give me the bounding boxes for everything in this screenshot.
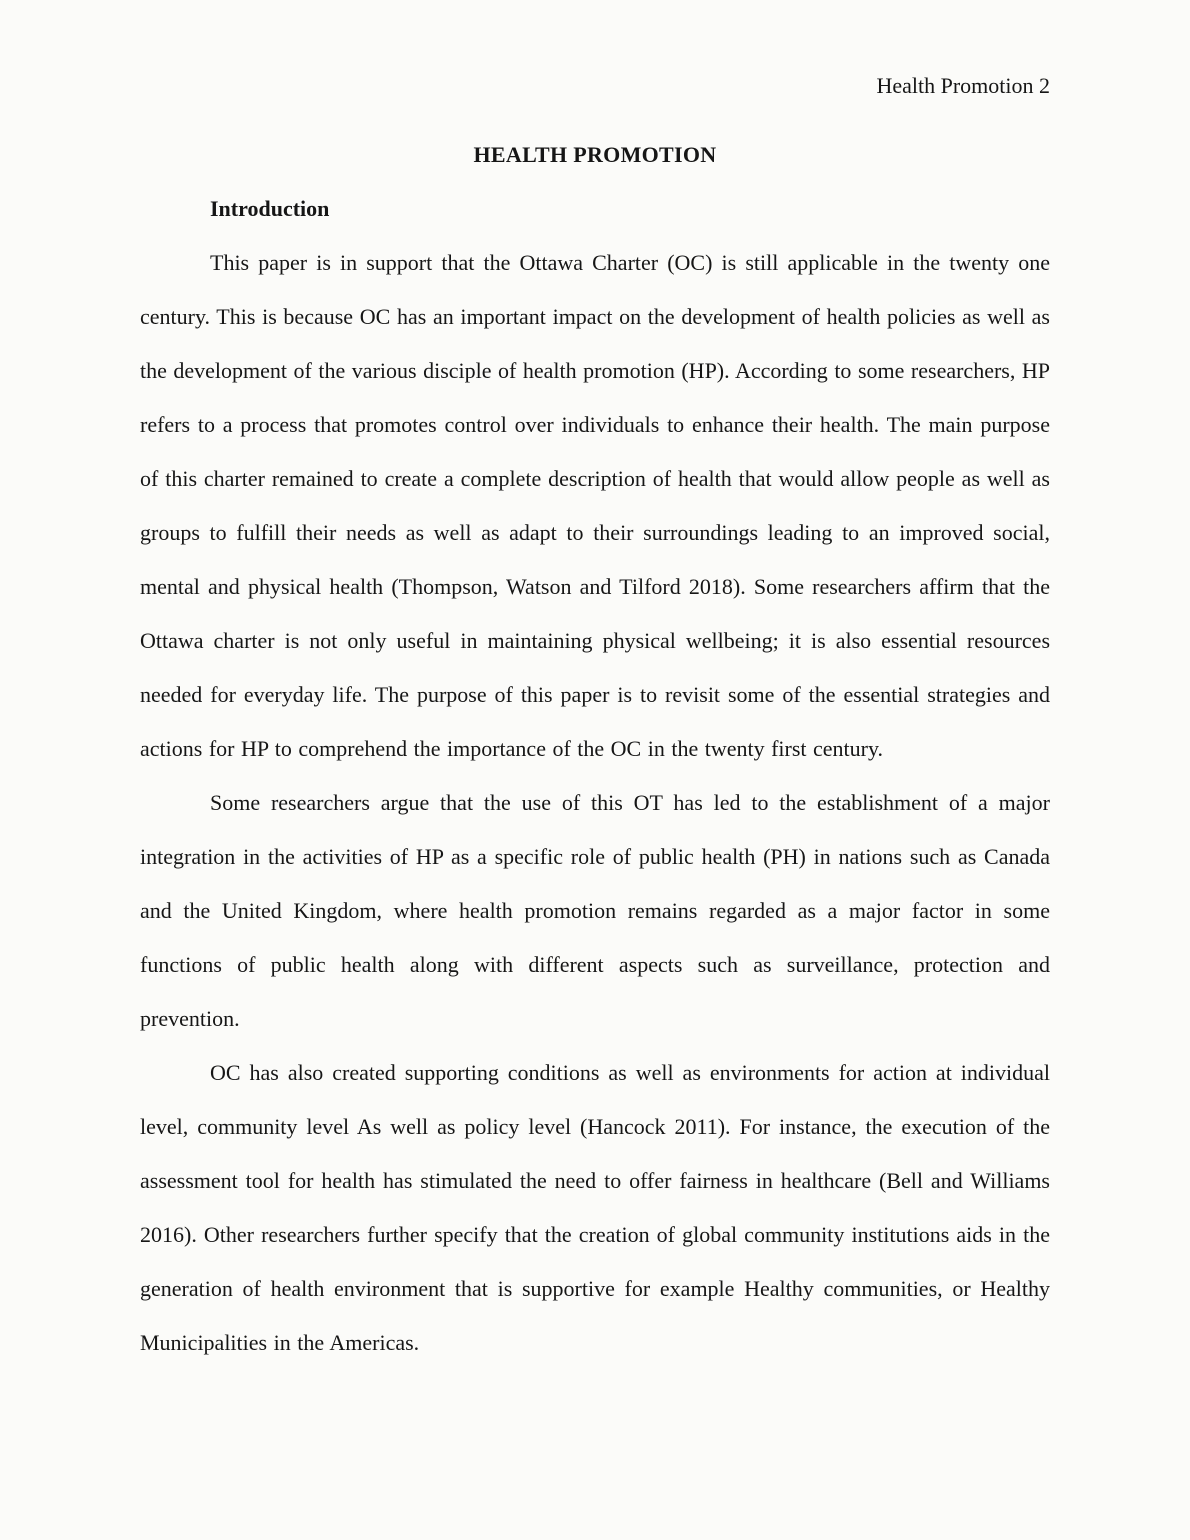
- document-title: HEALTH PROMOTION: [473, 142, 717, 167]
- body-paragraph-3: OC has also created supporting conditions as well as environments for action at individual level, community level As well as policy level (Hancock 2011). For instance, the execution of the assessment tool for health has stimulated the need to offer fairness in healthcare (Bell and Williams 2016). Other researchers further specify that the creation of global community institutions aids in the generation of health environment that is supportive for example Healthy communities, or Healthy Municipalities in the Americas.: [140, 1060, 1050, 1355]
- body-paragraph-1: This paper is in support that the Ottawa Charter (OC) is still applicable in the twenty one century. This is because OC has an important impact on the development of health policies as well as the development of the various disciple of health promotion (HP). According to some researchers, HP refers to a process that promotes control over individuals to enhance their health. The main purpose of this charter remained to create a complete description of health that would allow people as well as groups to fulfill their needs as well as adapt to their surroundings leading to an improved social, mental and physical health (Thompson, Watson and Tilford 2018). Some researchers affirm that the Ottawa charter is not only useful in maintaining physical wellbeing; it is also essential resources needed for everyday life. The purpose of this paper is to revisit some of the essential strategies and actions for HP to comprehend the importance of the OC in the twenty first century.: [140, 250, 1050, 761]
- running-header-page-number: Health Promotion 2: [876, 73, 1050, 98]
- section-heading-introduction: Introduction: [210, 196, 330, 221]
- body-paragraph-2: Some researchers argue that the use of this OT has led to the establishment of a major integration in the activities of HP as a specific role of public health (PH) in nations such as Canada and the United Kingdom, where health promotion remains regarded as a major factor in some functions of public health along with different aspects such as surveillance, protection and prevention.: [140, 790, 1050, 1031]
